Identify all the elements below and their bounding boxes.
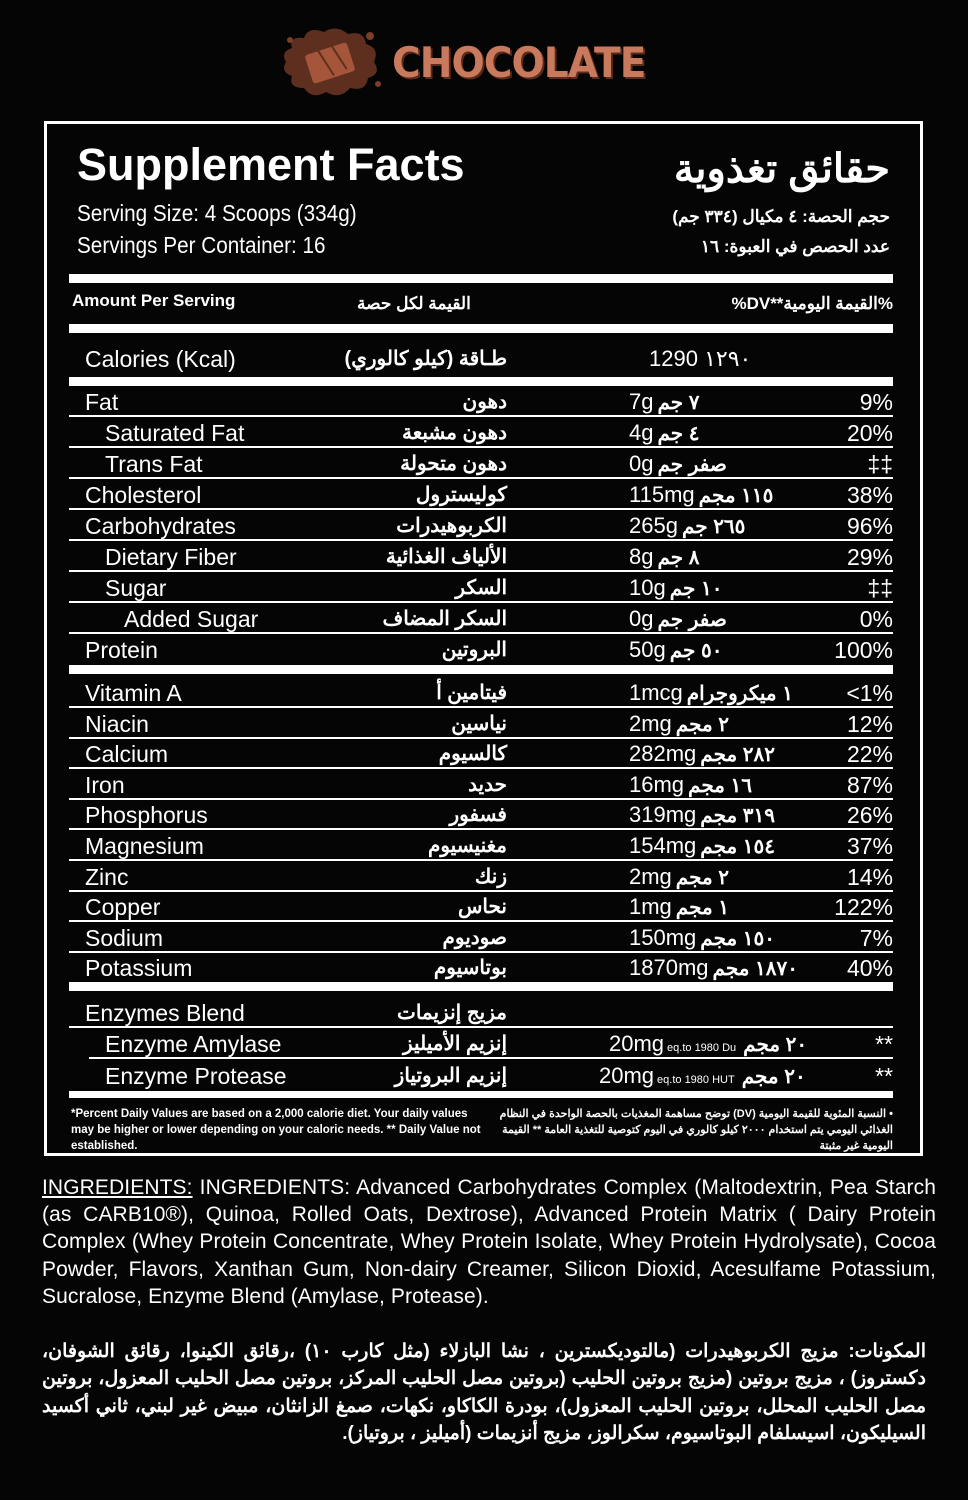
macros-row [69,386,893,417]
nutrient-label: Zinc [85,863,129,890]
nutrient-dv: 22% [846,741,893,768]
amount-per-serving: Amount Per Serving [72,291,236,310]
nutrient-dv: 100% [834,637,893,663]
thick-divider [69,982,893,991]
nutrient-dv: 12% [846,710,893,737]
serving-size: Serving Size: 4 Scoops (334g) [77,200,357,226]
nutrient-amount: 20mg eq.to 1980 Du ٢٠ مجم [609,1031,808,1056]
macros-row [69,603,893,634]
nutrient-label-ar: إنزيم الأميليز [403,1033,507,1055]
macros-row [69,448,893,479]
thick-divider [69,377,893,386]
nutrient-dv: 9% [859,389,893,415]
nutrient-label: Dietary Fiber [105,544,237,570]
calories-row [69,343,893,374]
nutrient-amount: 150mg ١٥٠ مجم [629,924,776,950]
calories-value: 1290 ١٢٩٠ [649,346,752,371]
nutrient-amount: 0g صفر جم [629,606,727,631]
nutrient-dv: 40% [846,955,893,982]
nutrient-label: Protein [85,637,158,663]
minerals-row [69,952,893,983]
nutrient-amount: 2mg ٢ مجم [629,710,730,736]
row-rule [89,1057,893,1059]
minerals-row [69,677,893,708]
nutrient-label: Fat [85,389,119,415]
nutrient-label: Phosphorus [85,802,208,829]
nutrient-label: Vitamin A [85,680,182,706]
nutrient-label-ar: فسفور [449,804,507,827]
nutrient-label-ar: حديد [468,773,507,796]
equivalence: eq.to 1980 Du [667,1042,737,1054]
nutrient-amount: 16mg ١٦ مجم [629,771,753,797]
minerals-row [69,769,893,800]
ingredients-text: INGREDIENTS: Advanced Carbohydrates Complex (Maltodextrin, Pea Starch (as CARB10®), Quinoa, Rolled Oats, Dextrose), Advanced Protein Matrix ( Dairy Protein Complex (Whey Protein Concentrate, Whey Protein Isolate, Whey Protein Hydrolysate), Cocoa Powder, Flavors, Xanthan Gum, Non-dairy Creamer, Silicon Dioxid, Acesulfame Potassium, Sucralose, Enzyme Blend (Amylase, Protease). [42,1176,936,1308]
nutrient-amount: 0g صفر جم [629,451,727,476]
thick-divider [69,324,893,333]
amount-per-serving-ar: القيمة لكل حصة [357,294,471,313]
nutrient-dv: 38% [846,482,893,508]
nutrient-label-ar: مغنيسيوم [427,835,507,857]
nutrient-amount: 319mg ٣١٩ مجم [629,802,776,828]
nutrient-label-ar: زنك [474,865,507,888]
nutrient-label-ar: نحاس [458,896,507,919]
nutrient-dv: 96% [846,513,893,539]
footnote: *Percent Daily Values are based on a 2,000 calorie diet. Your daily values may be higher or lower depending on your caloric needs. ** Daily Value not established. [71,1108,481,1152]
nutrient-amount: 1mcg ١ ميكروجرام [629,680,793,705]
macros-row [69,572,893,603]
enzymes-row [69,1060,893,1091]
servings-per-container-ar: عدد الحصص في العبوة: ١٦ [700,237,890,256]
nutrient-label: Niacin [85,710,149,737]
nutrient-dv: 37% [846,833,893,859]
nutrient-label-ar: الألياف الغذائية [385,546,507,568]
nutrient-dv: 29% [846,544,893,570]
flavor-title: CHOCOLATE [392,38,646,87]
minerals-row [69,891,893,922]
minerals-row [69,861,893,892]
enzymes-row [69,1028,893,1059]
nutrient-amount: 115mg ١١٥ مجم [629,482,774,507]
nutrient-label: Sugar [105,575,167,601]
nutrient-amount: 20mg eq.to 1980 HUT ٢٠ مجم [599,1063,806,1088]
nutrient-dv: 20% [846,420,893,446]
calories-label: Calories (Kcal) [85,346,236,372]
supplement-facts-panel [44,121,923,1156]
nutrient-amount: 7g ٧ جم [629,389,700,414]
nutrient-amount: 282mg ٢٨٢ مجم [629,741,776,767]
serving-size-ar: حجم الحصة: ٤ مكيال (٣٣٤ جم) [672,207,890,226]
nutrient-label-ar: البروتين [441,639,507,661]
nutrient-amount: 154mg ١٥٤ مجم [629,833,776,858]
nutrient-dv: 26% [846,802,893,829]
nutrient-amount: 10g ١٠ جم [629,575,723,600]
nutrient-label-ar: كوليسترول [415,484,507,506]
nutrient-amount: 8g ٨ جم [629,544,700,569]
nutrient-label: Trans Fat [105,451,203,477]
nutrient-dv: ** [875,1031,893,1057]
nutrient-label-ar: إنزيم البروتياز [394,1065,507,1087]
nutrient-amount: 50g ٥٠ جم [629,637,723,662]
nutrient-label-ar: نياسين [451,712,507,735]
ingredients-en [42,1174,936,1310]
ingredients-ar: المكونات: مزيج الكربوهيدرات (مالتوديكسترين ، نشا البازلاء (مثل كارب ١٠) ،رقائق الكينوا، رقائق الشوفان، دكستروز) ، مزيج بروتين (مزيج بروتين الحليب (بروتين مصل الحليب المركز، بروتين مصل الحليب المعزول، بروتين مصل الحليب المحلل، بروتين الحليب المعزول)، بودرة الكاكاو، نكهات، صمغ الزانثان، مبيض غير لبني، ثاني أكسيد السيليكون، اسيسلفام البوتاسيوم، سكرالوز، مزيج أنزيمات (أميليز ، بروتياز). [42,1341,926,1444]
nutrient-label-ar: دهون [462,391,507,413]
nutrient-amount: 1870mg ١٨٧٠ مجم [629,955,798,981]
nutrient-label: Added Sugar [124,606,259,632]
nutrient-label: Enzyme Protease [105,1063,287,1089]
nutrient-label-ar: صوديوم [442,926,507,949]
nutrient-label-ar: السكر [455,577,507,599]
nutrient-label-ar: دهون متحولة [400,453,507,475]
dv-header: %القيمة اليومية**DV% [731,294,893,313]
thick-divider [69,665,893,674]
nutrient-label: Saturated Fat [105,420,245,446]
facts-title: Supplement Facts [77,139,465,190]
enzymes-row [69,997,893,1028]
nutrient-label: Potassium [85,955,193,982]
nutrient-dv: 122% [834,894,893,921]
servings-per-container: Servings Per Container: 16 [77,232,326,258]
enzymes-label-ar: مزيج إنزيمات [397,1002,507,1024]
nutrient-dv: 0% [859,606,893,632]
nutrient-dv: ‡‡ [867,575,893,601]
nutrient-label: Enzyme Amylase [105,1031,282,1057]
minerals-row [69,799,893,830]
footnote-ar: • النسبة المئوية للقيمة اليومية (DV) توضح مساهمة المغذيات بالحصة الواحدة في النظام الغذائي اليومي يتم استخدام ٢٠٠٠ كيلو كالوري في اليوم كتوصية للتغذية العامة ** القيمة اليومية غير مثبتة [499,1108,893,1152]
nutrient-label: Sodium [85,924,163,951]
macros-row [69,510,893,541]
nutrient-dv: ‡‡ [867,451,893,477]
ingredients-label: INGREDIENTS: [42,1176,193,1199]
nutrient-amount: 265g ٢٦٥ جم [629,513,746,538]
header [0,0,968,115]
nutrient-amount: 1mg ١ مجم [629,894,730,920]
nutrient-label: Carbohydrates [85,513,236,539]
macros-row [69,634,893,665]
nutrient-label: Calcium [85,741,169,768]
nutrient-label-ar: كالسيوم [438,743,507,766]
nutrient-dv: 14% [846,863,893,890]
nutrient-dv: ** [875,1063,893,1089]
nutrient-dv: 7% [859,924,893,951]
nutrient-label-ar: الكربوهيدرات [396,515,507,537]
minerals-row [69,830,893,861]
nutrient-amount: 4g ٤ جم [629,420,700,445]
nutrient-label-ar: بوتاسيوم [433,957,507,980]
nutrient-amount: 2mg ٢ مجم [629,863,730,889]
thick-divider [69,1091,893,1098]
minerals-row [69,738,893,769]
minerals-row [69,708,893,739]
equivalence: eq.to 1980 HUT [657,1074,735,1086]
macros-row [69,479,893,510]
thick-divider [69,274,893,283]
calories-label-ar: طـاقة (كيلو كالوري) [344,348,507,370]
nutrient-label-ar: السكر المضاف [382,608,507,630]
nutrient-label: Magnesium [85,833,204,859]
enzymes-label: Enzymes Blend [85,1000,245,1026]
macros-row [69,417,893,448]
nutrient-label: Copper [85,894,161,921]
nutrient-dv: <1% [846,680,893,706]
macros-row [69,541,893,572]
nutrient-label: Cholesterol [85,482,202,508]
nutrient-dv: 87% [846,771,893,798]
facts-title-ar: حقائق تغذوية [673,147,890,191]
minerals-row [69,922,893,953]
nutrient-label-ar: دهون مشبعة [402,422,507,444]
chocolate-splash-icon [278,22,388,102]
nutrient-label: Iron [85,771,125,798]
nutrient-label-ar: فيتامين أ [436,682,507,704]
